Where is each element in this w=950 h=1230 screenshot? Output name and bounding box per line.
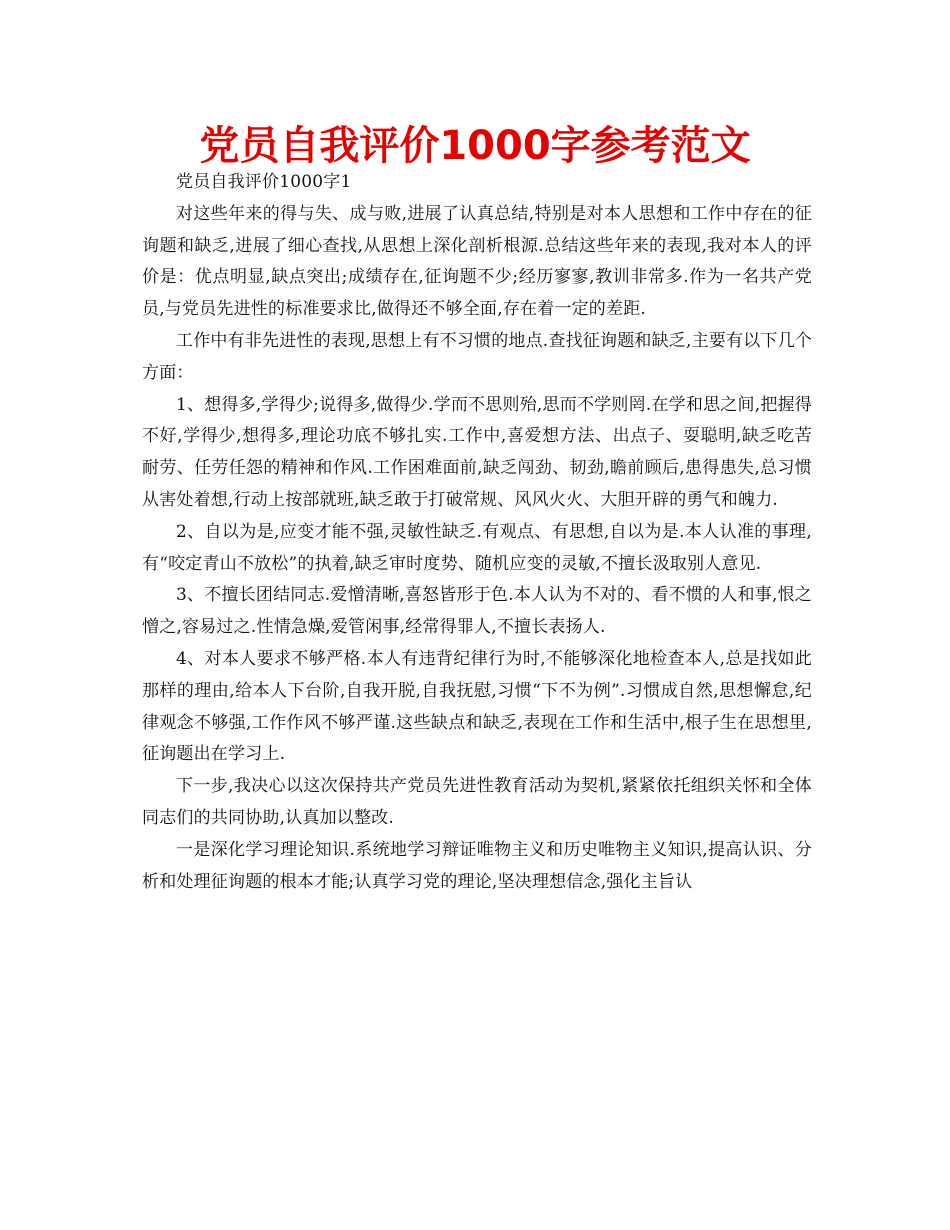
paragraph-item-3: 3、不擅长团结同志.爱憎清晰,喜怒皆形于色.本人认为不对的、看不惯的人和事,恨之憎之,容易过之.性情急燥,爱管闲事,经常得罪人,不擅长表扬人. <box>142 585 812 638</box>
paragraph-measure-1: 一是深化学习理论知识.系统地学习辩证唯物主义和历史唯物主义知识,提高认识、分析和处理征询题的根本才能;认真学习党的理论,坚决理想信念,强化主旨认 <box>142 839 812 892</box>
paragraph-shortcomings-intro: 工作中有非先进性的表现,思想上有不习惯的地点.查找征询题和缺乏,主要有以下几个方面： <box>142 330 813 383</box>
document-body <box>142 167 812 898</box>
document-title: 党员自我评价1000字参考范文 <box>199 123 751 169</box>
paragraph-next-step: 下一步,我决心以这次保持共产党员先进性教育活动为契机,紧紧依托组织关怀和全体同志们的共同协助,认真加以整改. <box>142 776 812 828</box>
paragraph-item-1: 1、想得多,学得少;说得多,做得少.学而不思则殆,思而不学则罔.在学和思之间,把握得不好,学得少,想得多,理论功底不够扎实.工作中,喜爱想方法、出点子、耍聪明,缺乏吃苦耐劳、任劳任怨的精神和作风.工作困难面前,缺乏闯劲、韧劲,瞻前顾后,患得患失,总习惯从害处着想,行动上按部就班,缺乏敢于打破常规、风风火火、大胆开辟的勇气和魄力. <box>142 394 812 510</box>
paragraph-item-4: 4、对本人要求不够严格.本人有违背纪律行为时,不能够深化地检查本人,总是找如此那样的理由,给本人下台阶,自我开脱,自我抚慰,习惯“下不为例”.习惯成自然,思想懈怠,纪律观念不够强,工作作风不够严谨.这些缺点和缺乏,表现在工作和生活中,根子生在思想里,征询题出在学习上. <box>142 648 812 765</box>
paragraph-summary: 对这些年来的得与失、成与败,进展了认真总结,特别是对本人思想和工作中存在的征询题和缺乏,进展了细心查找,从思想上深化剖析根源.总结这些年来的表现,我对本人的评价是：优点明显,缺点突出;成绩存在,征询题不少;经历寥寥,教训非常多.作为一名共产党员,与党员先进性的标准要求比,做得还不够全面,存在着一定的差距. <box>142 203 812 320</box>
paragraph-subtitle: 党员自我评价1000字1 <box>176 172 352 192</box>
paragraph-item-2: 2、自以为是,应变才能不强,灵敏性缺乏.有观点、有思想,自以为是.本人认准的事理,有“咬定青山不放松”的执着,缺乏审时度势、随机应变的灵敏,不擅长汲取别人意见. <box>142 521 812 574</box>
